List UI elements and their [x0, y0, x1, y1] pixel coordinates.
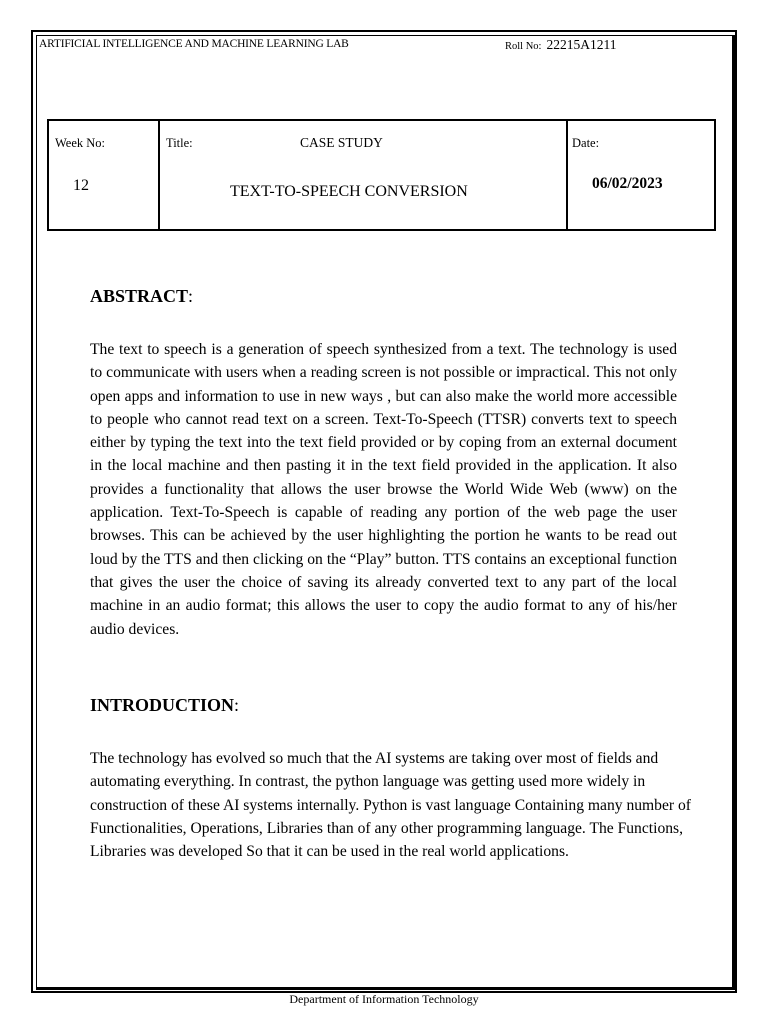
roll-label: Roll No:: [505, 41, 542, 52]
abstract-heading-text: ABSTRACT: [90, 286, 189, 306]
title-cell: [159, 120, 567, 230]
footer-department: Department of Information Technology: [289, 992, 479, 1006]
title-label: Title:: [166, 136, 193, 150]
introduction-body: The technology has evolved so much that the AI systems are taking over most of fields and automating everything. In contrast, the python language was getting used more widely in construction of these AI systems internally. Python is vast language Containing many number of Functionalities, Operations, Libraries than of any other programming language. The Functions, Libraries was developed So that it can be used in the real world applications.: [90, 750, 691, 861]
info-table: [47, 119, 716, 231]
abstract-heading: [90, 286, 193, 307]
introduction-heading: [90, 695, 239, 716]
lab-name: ARTIFICIAL INTELLIGENCE AND MACHINE LEARNING LAB: [39, 38, 349, 50]
date-cell: [567, 120, 715, 230]
week-cell: [48, 120, 159, 230]
abstract-heading-colon: :: [188, 286, 194, 306]
introduction-heading-text: INTRODUCTION: [90, 695, 235, 715]
title-subtitle: CASE STUDY: [300, 135, 383, 150]
date-value: 06/02/2023: [592, 175, 663, 192]
roll-number: [505, 37, 616, 53]
title-value: TEXT-TO-SPEECH CONVERSION: [230, 183, 468, 200]
abstract-body: The text to speech is a generation of speech synthesized from a text. The technology is used to communicate with users when a reading screen is not possible or impractical. This not only open apps and information to use in new ways , but can also make the world more accessible to people who cannot read text on a screen. Text-To-Speech (TTSR) converts text to speech either by typing the text into the text field provided or by coping from an external document in the local machine and then pasting it in the text field provided in the application. It also provides a functionality that allows the user browse the World Wide Web (www) on the application. Text-To-Speech is capable of reading any portion of the web page the user browses. This can be achieved by the user highlighting the portion he wants to be read out loud by the TTS and then clicking on the “Play” button. TTS contains an exceptional function that gives the user the choice of saving its already converted text to any part of the local machine in an audio format; this allows the user to copy the audio format to any of his/her audio devices.: [90, 341, 677, 638]
date-label: Date:: [572, 136, 600, 150]
roll-value: 22215A1211: [546, 37, 617, 52]
week-value: 12: [73, 177, 89, 194]
week-label: Week No:: [55, 136, 106, 150]
introduction-heading-colon: :: [234, 695, 240, 715]
